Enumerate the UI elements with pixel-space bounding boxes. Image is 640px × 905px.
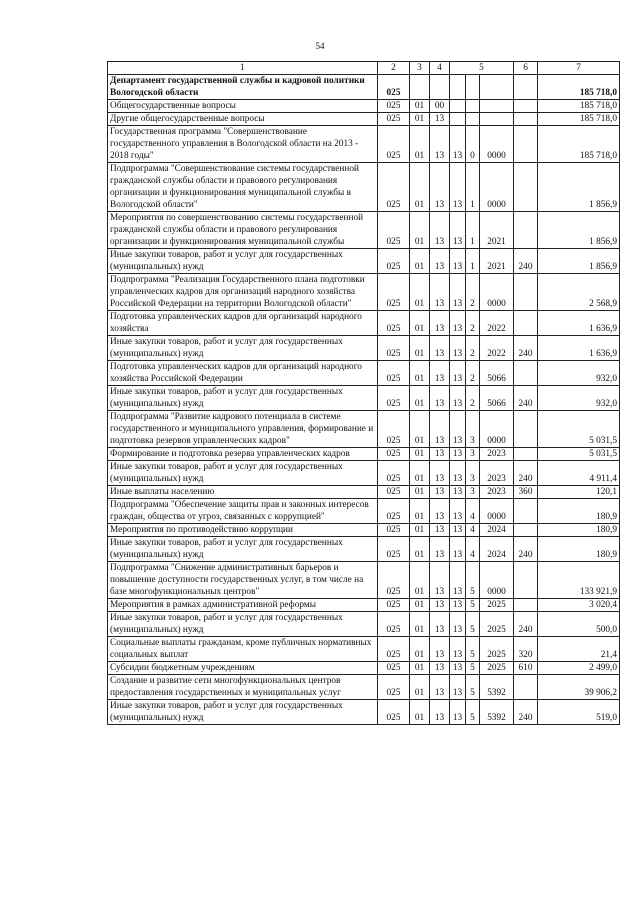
cell-c5c: 2024 (480, 524, 514, 537)
cell-c5a: 13 (450, 336, 466, 361)
cell-name: Мероприятия по противодействию коррупции (108, 524, 378, 537)
header-row (108, 62, 620, 75)
cell-c2: 025 (378, 700, 410, 725)
cell-c6 (514, 448, 538, 461)
cell-c2: 025 (378, 75, 410, 100)
col-header: 2 (378, 62, 410, 75)
cell-c5a: 13 (450, 274, 466, 311)
cell-c5b: 1 (466, 163, 480, 212)
cell-c7: 4 911,4 (538, 461, 620, 486)
cell-c2: 025 (378, 486, 410, 499)
cell-c4: 13 (430, 386, 450, 411)
cell-c2: 025 (378, 361, 410, 386)
table-row (108, 113, 620, 126)
cell-c4: 13 (430, 599, 450, 612)
table-row (108, 75, 620, 100)
cell-name: Подпрограмма "Реализация Государственного плана подготовки управленческих кадров для организаций народного хозяйства Российской Федерации на территории Вологодской области" (108, 274, 378, 311)
cell-c6 (514, 411, 538, 448)
cell-c7: 932,0 (538, 361, 620, 386)
cell-c2: 025 (378, 599, 410, 612)
cell-name: Общегосударственные вопросы (108, 100, 378, 113)
cell-c5c: 0000 (480, 126, 514, 163)
cell-c5a: 13 (450, 361, 466, 386)
cell-c4: 13 (430, 212, 450, 249)
cell-c7: 185 718,0 (538, 75, 620, 100)
cell-c5c (480, 100, 514, 113)
table-row (108, 537, 620, 562)
cell-c7: 180,9 (538, 499, 620, 524)
cell-c4: 13 (430, 675, 450, 700)
cell-c5b: 2 (466, 361, 480, 386)
table-row (108, 100, 620, 113)
cell-c7: 120,1 (538, 486, 620, 499)
col-header: 4 (430, 62, 450, 75)
cell-c6 (514, 524, 538, 537)
cell-c2: 025 (378, 163, 410, 212)
cell-c7: 185 718,0 (538, 126, 620, 163)
cell-c2: 025 (378, 249, 410, 274)
cell-c6 (514, 113, 538, 126)
table-row (108, 662, 620, 675)
cell-c2: 025 (378, 612, 410, 637)
cell-c5a: 13 (450, 599, 466, 612)
cell-c6 (514, 163, 538, 212)
cell-c7: 1 636,9 (538, 311, 620, 336)
cell-c5c: 2025 (480, 612, 514, 637)
table-row (108, 336, 620, 361)
cell-c6 (514, 599, 538, 612)
cell-c3: 01 (410, 212, 430, 249)
cell-c5a: 13 (450, 537, 466, 562)
cell-name: Мероприятия в рамках административной реформы (108, 599, 378, 612)
table-row (108, 486, 620, 499)
cell-c2: 025 (378, 411, 410, 448)
cell-c5c: 5066 (480, 361, 514, 386)
cell-c6 (514, 100, 538, 113)
cell-c5a: 13 (450, 448, 466, 461)
cell-c7: 1 636,9 (538, 336, 620, 361)
cell-c7: 519,0 (538, 700, 620, 725)
table-row (108, 411, 620, 448)
col-header: 1 (108, 62, 378, 75)
cell-c5a: 13 (450, 524, 466, 537)
cell-c7: 39 906,2 (538, 675, 620, 700)
cell-name: Иные выплаты населению (108, 486, 378, 499)
cell-c5a (450, 100, 466, 113)
cell-name: Формирование и подготовка резерва управленческих кадров (108, 448, 378, 461)
cell-c5b: 3 (466, 461, 480, 486)
cell-c2: 025 (378, 524, 410, 537)
col-header: 5 (450, 62, 514, 75)
cell-c7: 21,4 (538, 637, 620, 662)
cell-c5c: 5392 (480, 675, 514, 700)
cell-c5c: 5066 (480, 386, 514, 411)
cell-c3: 01 (410, 461, 430, 486)
cell-c3: 01 (410, 113, 430, 126)
cell-c5c: 2024 (480, 537, 514, 562)
cell-c4: 00 (430, 100, 450, 113)
cell-c5b: 5 (466, 562, 480, 599)
cell-c5a: 13 (450, 311, 466, 336)
col-header: 3 (410, 62, 430, 75)
cell-c5a: 13 (450, 486, 466, 499)
table-row (108, 499, 620, 524)
cell-c4: 13 (430, 461, 450, 486)
cell-c5b: 5 (466, 700, 480, 725)
cell-c5c: 0000 (480, 163, 514, 212)
cell-c3: 01 (410, 486, 430, 499)
cell-c2: 025 (378, 311, 410, 336)
cell-c4: 13 (430, 499, 450, 524)
cell-c5b: 5 (466, 637, 480, 662)
table-row (108, 612, 620, 637)
cell-c5a (450, 75, 466, 100)
table-row (108, 311, 620, 336)
cell-c5b (466, 75, 480, 100)
cell-c4: 13 (430, 113, 450, 126)
cell-c5c: 5392 (480, 700, 514, 725)
cell-c5a: 13 (450, 675, 466, 700)
cell-c6 (514, 361, 538, 386)
table-row (108, 163, 620, 212)
cell-c4: 13 (430, 311, 450, 336)
cell-c7: 133 921,9 (538, 562, 620, 599)
cell-c4: 13 (430, 524, 450, 537)
cell-c6: 240 (514, 461, 538, 486)
cell-name: Субсидии бюджетным учреждениям (108, 662, 378, 675)
cell-name: Иные закупки товаров, работ и услуг для государственных (муниципальных) нужд (108, 700, 378, 725)
cell-c5b: 2 (466, 311, 480, 336)
cell-c7: 1 856,9 (538, 212, 620, 249)
table-row (108, 212, 620, 249)
cell-c6: 360 (514, 486, 538, 499)
budget-table (107, 61, 620, 725)
cell-c6: 240 (514, 249, 538, 274)
cell-c7: 2 568,9 (538, 274, 620, 311)
cell-c5b: 5 (466, 662, 480, 675)
cell-c7: 1 856,9 (538, 163, 620, 212)
cell-c3: 01 (410, 274, 430, 311)
cell-c5b: 4 (466, 499, 480, 524)
cell-c4: 13 (430, 274, 450, 311)
cell-c7: 932,0 (538, 386, 620, 411)
cell-c6: 240 (514, 386, 538, 411)
cell-c5a: 13 (450, 126, 466, 163)
cell-c2: 025 (378, 637, 410, 662)
cell-c5b: 3 (466, 448, 480, 461)
cell-c4: 13 (430, 249, 450, 274)
cell-c2: 025 (378, 100, 410, 113)
cell-c2: 025 (378, 126, 410, 163)
cell-name: Другие общегосударственные вопросы (108, 113, 378, 126)
cell-c2: 025 (378, 274, 410, 311)
cell-c3: 01 (410, 612, 430, 637)
cell-c7: 185 718,0 (538, 100, 620, 113)
cell-c5c: 2022 (480, 311, 514, 336)
cell-c5c: 2025 (480, 599, 514, 612)
cell-c5b: 2 (466, 336, 480, 361)
cell-c3: 01 (410, 499, 430, 524)
cell-c2: 025 (378, 675, 410, 700)
cell-c5c: 0000 (480, 411, 514, 448)
cell-c4: 13 (430, 163, 450, 212)
cell-c2: 025 (378, 461, 410, 486)
cell-c3: 01 (410, 662, 430, 675)
cell-c2: 025 (378, 499, 410, 524)
page-number: 54 (315, 41, 325, 51)
cell-c2: 025 (378, 562, 410, 599)
cell-name: Департамент государственной службы и кадровой политики Вологодской области (108, 75, 378, 100)
cell-c5b (466, 113, 480, 126)
cell-c4: 13 (430, 411, 450, 448)
cell-c6: 240 (514, 612, 538, 637)
col-header: 6 (514, 62, 538, 75)
cell-c4: 13 (430, 612, 450, 637)
cell-c2: 025 (378, 212, 410, 249)
cell-c6 (514, 212, 538, 249)
cell-name: Подпрограмма "Обеспечение защиты прав и законных интересов граждан, общества от угроз, связанных с коррупцией" (108, 499, 378, 524)
cell-c3: 01 (410, 411, 430, 448)
table-body (108, 62, 620, 725)
cell-c7: 5 031,5 (538, 411, 620, 448)
cell-c4: 13 (430, 700, 450, 725)
table-row (108, 249, 620, 274)
cell-c5b: 0 (466, 126, 480, 163)
cell-name: Подготовка управленческих кадров для организаций народного хозяйства Российской Федерации (108, 361, 378, 386)
cell-c5b: 3 (466, 486, 480, 499)
table-row (108, 524, 620, 537)
cell-c5a: 13 (450, 637, 466, 662)
cell-c5a (450, 113, 466, 126)
cell-c7: 3 020,4 (538, 599, 620, 612)
cell-c5b: 3 (466, 411, 480, 448)
cell-c5a: 13 (450, 411, 466, 448)
cell-name: Иные закупки товаров, работ и услуг для государственных (муниципальных) нужд (108, 336, 378, 361)
cell-c4: 13 (430, 537, 450, 562)
table-row (108, 126, 620, 163)
cell-name: Подпрограмма "Снижение административных барьеров и повышение доступности государственных услуг, в том числе на базе многофункциональных центров" (108, 562, 378, 599)
cell-c4: 13 (430, 637, 450, 662)
cell-c6: 240 (514, 336, 538, 361)
col-header: 7 (538, 62, 620, 75)
cell-c3: 01 (410, 163, 430, 212)
cell-c5a: 13 (450, 163, 466, 212)
cell-name: Иные закупки товаров, работ и услуг для государственных (муниципальных) нужд (108, 249, 378, 274)
table-row (108, 361, 620, 386)
cell-c6 (514, 274, 538, 311)
cell-name: Подпрограмма "Развитие кадрового потенциала в системе государственного и муниципального управления, формирование и подготовка резервов управленческих кадров" (108, 411, 378, 448)
cell-c5b (466, 100, 480, 113)
cell-c5c: 2022 (480, 336, 514, 361)
cell-c5c: 2025 (480, 637, 514, 662)
cell-c5b: 5 (466, 675, 480, 700)
cell-c5a: 13 (450, 499, 466, 524)
cell-c4: 13 (430, 448, 450, 461)
cell-c4: 13 (430, 361, 450, 386)
cell-c2: 025 (378, 448, 410, 461)
cell-c3: 01 (410, 637, 430, 662)
table-row (108, 386, 620, 411)
table-row (108, 675, 620, 700)
cell-c6: 240 (514, 700, 538, 725)
cell-c3: 01 (410, 599, 430, 612)
cell-c3: 01 (410, 386, 430, 411)
cell-c6 (514, 675, 538, 700)
cell-name: Иные закупки товаров, работ и услуг для государственных (муниципальных) нужд (108, 386, 378, 411)
cell-c3: 01 (410, 361, 430, 386)
table-row (108, 274, 620, 311)
cell-c3: 01 (410, 700, 430, 725)
cell-c5b: 2 (466, 386, 480, 411)
cell-c7: 185 718,0 (538, 113, 620, 126)
cell-c5a: 13 (450, 662, 466, 675)
cell-c5c (480, 113, 514, 126)
cell-c2: 025 (378, 386, 410, 411)
cell-name: Иные закупки товаров, работ и услуг для государственных (муниципальных) нужд (108, 461, 378, 486)
cell-c3: 01 (410, 311, 430, 336)
cell-c4: 13 (430, 336, 450, 361)
cell-c5c (480, 75, 514, 100)
cell-c5a: 13 (450, 386, 466, 411)
cell-c5b: 1 (466, 249, 480, 274)
cell-c6 (514, 499, 538, 524)
cell-c3: 01 (410, 537, 430, 562)
cell-c5b: 2 (466, 274, 480, 311)
cell-c4: 13 (430, 126, 450, 163)
cell-c2: 025 (378, 336, 410, 361)
cell-c5b: 4 (466, 537, 480, 562)
cell-name: Государственная программа "Совершенствование государственного управления в Вологодской области на 2013 - 2018 годы" (108, 126, 378, 163)
cell-c5a: 13 (450, 249, 466, 274)
cell-c5b: 4 (466, 524, 480, 537)
cell-c5b: 1 (466, 212, 480, 249)
cell-c5a: 13 (450, 612, 466, 637)
cell-c3: 01 (410, 126, 430, 163)
cell-c7: 180,9 (538, 524, 620, 537)
cell-c4: 13 (430, 662, 450, 675)
cell-c6 (514, 126, 538, 163)
cell-c7: 1 856,9 (538, 249, 620, 274)
cell-c6 (514, 311, 538, 336)
table-row (108, 461, 620, 486)
cell-name: Подпрограмма "Совершенствование системы государственной гражданской службы области и правового регулирования организации и функционирования муниципальной службы в Вологодской области" (108, 163, 378, 212)
cell-c3 (410, 75, 430, 100)
cell-c4: 13 (430, 486, 450, 499)
cell-c5a: 13 (450, 212, 466, 249)
cell-c5c: 2023 (480, 461, 514, 486)
cell-c6: 320 (514, 637, 538, 662)
cell-name: Подготовка управленческих кадров для организаций народного хозяйства (108, 311, 378, 336)
cell-c5b: 5 (466, 612, 480, 637)
cell-c7: 2 499,0 (538, 662, 620, 675)
cell-c2: 025 (378, 662, 410, 675)
cell-c7: 5 031,5 (538, 448, 620, 461)
cell-c5c: 0000 (480, 562, 514, 599)
cell-c6 (514, 75, 538, 100)
cell-name: Создание и развитие сети многофункциональных центров предоставления государственных и муниципальных услуг (108, 675, 378, 700)
cell-name: Социальные выплаты гражданам, кроме публичных нормативных социальных выплат (108, 637, 378, 662)
cell-c2: 025 (378, 113, 410, 126)
cell-c5a: 13 (450, 562, 466, 599)
cell-c6: 240 (514, 537, 538, 562)
cell-c5c: 0000 (480, 499, 514, 524)
cell-c6: 610 (514, 662, 538, 675)
cell-c7: 180,9 (538, 537, 620, 562)
cell-c5a: 13 (450, 461, 466, 486)
cell-name: Иные закупки товаров, работ и услуг для государственных (муниципальных) нужд (108, 612, 378, 637)
cell-c5c: 0000 (480, 274, 514, 311)
cell-c3: 01 (410, 336, 430, 361)
table-row (108, 599, 620, 612)
cell-c5b: 5 (466, 599, 480, 612)
cell-c5c: 2021 (480, 249, 514, 274)
cell-c4 (430, 75, 450, 100)
cell-c3: 01 (410, 100, 430, 113)
cell-c5c: 2025 (480, 662, 514, 675)
cell-c3: 01 (410, 524, 430, 537)
cell-c7: 500,0 (538, 612, 620, 637)
table-row (108, 562, 620, 599)
cell-c2: 025 (378, 537, 410, 562)
cell-c3: 01 (410, 249, 430, 274)
cell-c5c: 2023 (480, 486, 514, 499)
cell-c5c: 2021 (480, 212, 514, 249)
cell-c5c: 2023 (480, 448, 514, 461)
cell-c3: 01 (410, 448, 430, 461)
cell-c6 (514, 562, 538, 599)
cell-name: Иные закупки товаров, работ и услуг для государственных (муниципальных) нужд (108, 537, 378, 562)
cell-c3: 01 (410, 675, 430, 700)
table-row (108, 448, 620, 461)
cell-c5a: 13 (450, 700, 466, 725)
table-row (108, 700, 620, 725)
cell-c4: 13 (430, 562, 450, 599)
table-row (108, 637, 620, 662)
cell-name: Мероприятия по совершенствованию системы государственной гражданской службы области и правового регулирования организации и функционирования муниципальной службы (108, 212, 378, 249)
cell-c3: 01 (410, 562, 430, 599)
